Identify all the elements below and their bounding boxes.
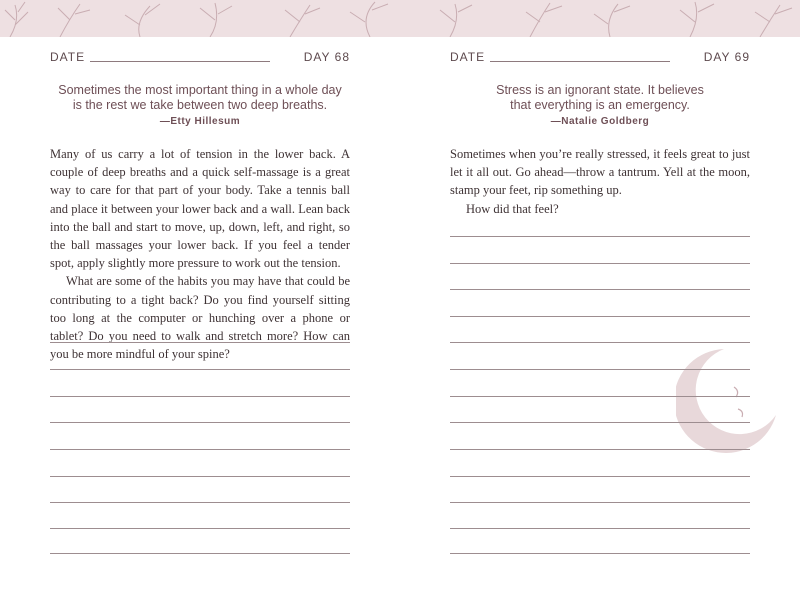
writing-line[interactable] (450, 502, 750, 503)
writing-line[interactable] (450, 528, 750, 529)
writing-line[interactable] (50, 528, 350, 529)
day-label: DAY 68 (303, 50, 350, 64)
writing-line[interactable] (450, 449, 750, 450)
writing-line[interactable] (50, 449, 350, 450)
writing-line[interactable] (50, 369, 350, 370)
quote-attribution: —Etty Hillesum (159, 116, 241, 127)
date-label: DATE (50, 50, 86, 64)
paragraph: Sometimes when you’re really stressed, it feels great to just let it all out. Go ahead—throw a tantrum. Yell at the moon, stamp your feet, rip something up. (450, 147, 750, 198)
writing-line[interactable] (450, 342, 750, 343)
writing-line[interactable] (50, 396, 350, 397)
body-text (450, 145, 750, 218)
writing-line[interactable] (50, 342, 350, 343)
writing-line[interactable] (450, 289, 750, 290)
quote (440, 83, 760, 113)
writing-line[interactable] (50, 553, 350, 554)
date-label: DATE (450, 50, 486, 64)
body-text (50, 145, 350, 363)
writing-line[interactable] (450, 236, 750, 237)
paragraph: What are some of the habits you may have that could be contributing to a tight back? Do you find yourself sitting too long at the computer or hunching over a phone or tablet? Do you need to walk and stretch more? How can you be more mindful of your spine? (50, 274, 350, 362)
left-page (0, 37, 400, 600)
writing-line[interactable] (450, 316, 750, 317)
quote-line: is the rest we take between two deep breaths. (72, 98, 328, 112)
writing-line[interactable] (450, 369, 750, 370)
quote (40, 83, 360, 113)
writing-line[interactable] (450, 396, 750, 397)
writing-line[interactable] (450, 476, 750, 477)
quote-line: Sometimes the most important thing in a whole day (58, 83, 342, 97)
writing-line[interactable] (50, 476, 350, 477)
writing-line[interactable] (450, 422, 750, 423)
date-line (90, 61, 270, 62)
writing-line[interactable] (50, 422, 350, 423)
quote-line: Stress is an ignorant state. It believes (496, 83, 704, 97)
date-line (490, 61, 670, 62)
quote-line: that everything is an emergency. (510, 98, 690, 112)
paragraph: How did that feel? (466, 201, 559, 216)
right-page (400, 37, 800, 600)
writing-line[interactable] (50, 502, 350, 503)
crescent-moon-icon (676, 347, 786, 457)
writing-line[interactable] (450, 553, 750, 554)
quote-attribution: —Natalie Goldberg (550, 116, 650, 127)
paragraph: Many of us carry a lot of tension in the lower back. A couple of deep breaths and a quick self-massage is a great way to care for that part of your body. Take a tennis ball and place it between your lower back and a wall. Lean back into the ball and start to move, up, down, left, and right, so the ball massages your lower back. If you feel a tender spot, apply slightly more pressure to work out the tension. (50, 147, 350, 271)
decorative-coral-banner (0, 0, 800, 37)
day-label: DAY 69 (703, 50, 750, 64)
writing-line[interactable] (450, 263, 750, 264)
